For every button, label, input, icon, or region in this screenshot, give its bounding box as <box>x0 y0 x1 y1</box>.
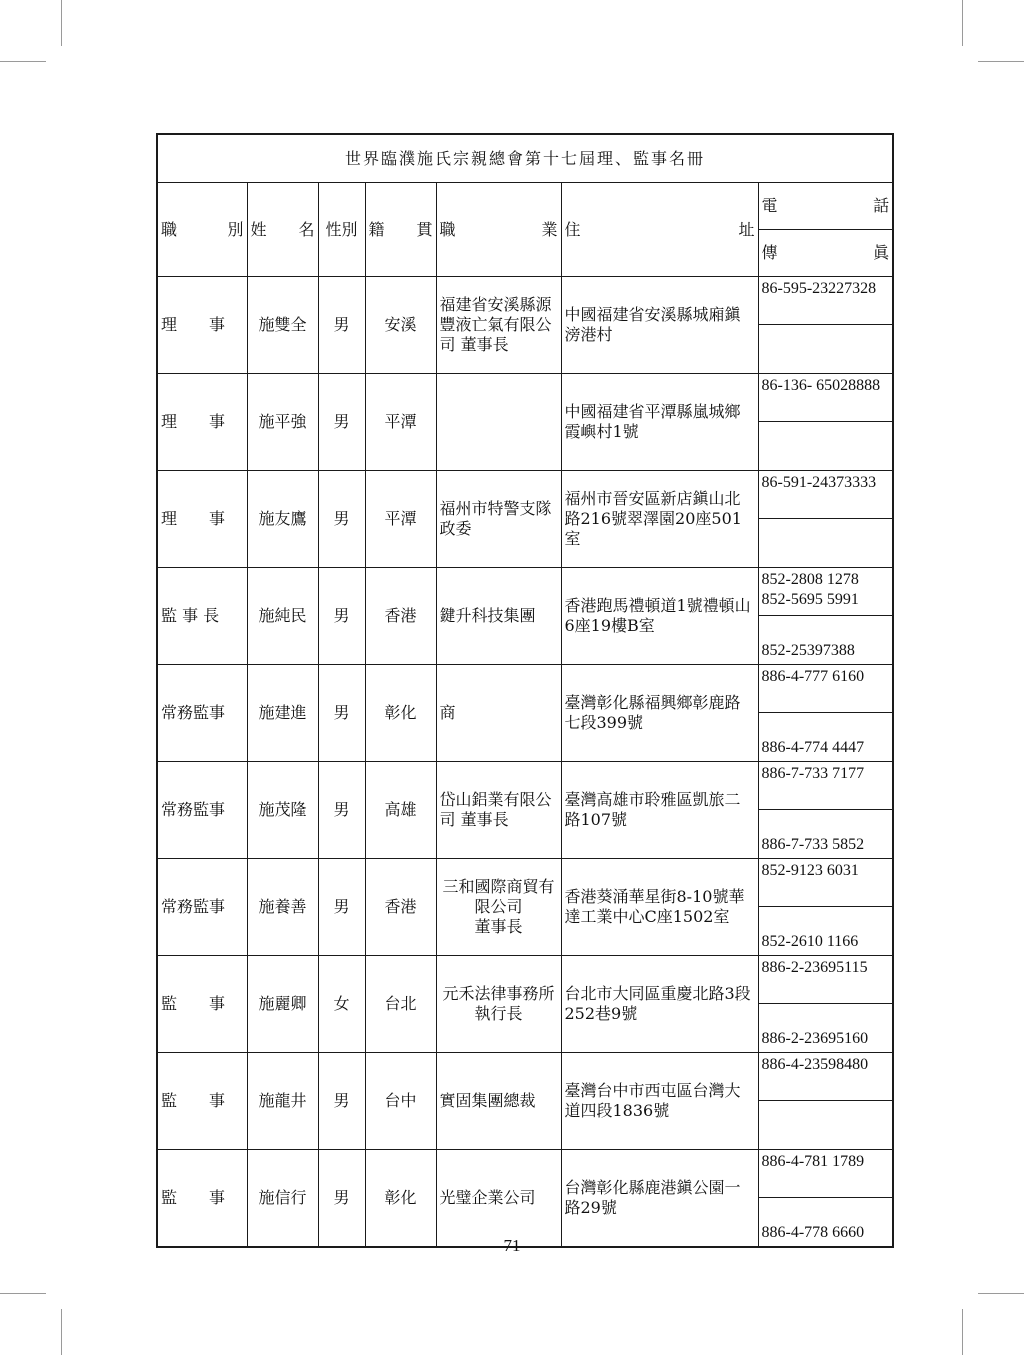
member-fax <box>758 422 893 471</box>
member-address: 臺灣高雄市聆雅區凱旅二 路107號 <box>561 762 758 859</box>
member-fax: 852-2610 1166 <box>758 907 893 956</box>
member-name: 施龍井 <box>247 1053 318 1150</box>
member-role: 監 事 <box>157 1053 247 1150</box>
member-occupation: 三和國際商貿有限公司 董事長 <box>436 859 561 956</box>
member-name: 施茂隆 <box>247 762 318 859</box>
member-gender: 女 <box>318 956 365 1053</box>
header-address: 住 址 <box>561 183 758 277</box>
member-name: 施麗卿 <box>247 956 318 1053</box>
member-name: 施信行 <box>247 1150 318 1248</box>
table-row <box>157 859 893 907</box>
member-phone: 86-595-23227328 <box>758 277 893 325</box>
member-occupation: 實固集團總裁 <box>436 1053 561 1150</box>
member-fax <box>758 1101 893 1150</box>
crop-mark <box>978 61 1024 62</box>
header-occupation: 職 業 <box>436 183 561 277</box>
member-origin: 彰化 <box>365 1150 436 1248</box>
member-role: 常務監事 <box>157 665 247 762</box>
member-gender: 男 <box>318 859 365 956</box>
member-name: 施養善 <box>247 859 318 956</box>
member-address: 臺灣彰化縣福興鄉彰鹿路七段399號 <box>561 665 758 762</box>
member-fax: 886-7-733 5852 <box>758 810 893 859</box>
member-origin: 安溪 <box>365 277 436 374</box>
member-name: 施友鷹 <box>247 471 318 568</box>
member-phone: 886-4-777 6160 <box>758 665 893 713</box>
member-occupation: 福建省安溪縣源豐液亡氣有限公司 董事長 <box>436 277 561 374</box>
member-phone: 852-9123 6031 <box>758 859 893 907</box>
header-origin: 籍 貫 <box>365 183 436 277</box>
member-gender: 男 <box>318 1053 365 1150</box>
crop-mark <box>0 61 46 62</box>
crop-mark <box>978 1293 1024 1294</box>
member-gender: 男 <box>318 471 365 568</box>
member-occupation: 商 <box>436 665 561 762</box>
member-fax: 852-25397388 <box>758 616 893 665</box>
member-phone: 86-591-24373333 <box>758 471 893 519</box>
member-origin: 台北 <box>365 956 436 1053</box>
member-gender: 男 <box>318 568 365 665</box>
member-occupation: 鍵升科技集團 <box>436 568 561 665</box>
member-address: 中國福建省平潭縣嵐城鄉霞嶼村1號 <box>561 374 758 471</box>
crop-mark <box>962 0 963 46</box>
member-gender: 男 <box>318 277 365 374</box>
member-phone: 886-4-23598480 <box>758 1053 893 1101</box>
table-row <box>157 374 893 422</box>
member-address: 香港跑馬禮頓道1號禮頓山6座19樓B室 <box>561 568 758 665</box>
crop-mark <box>61 0 62 46</box>
member-fax: 886-4-774 4447 <box>758 713 893 762</box>
member-origin: 平潭 <box>365 374 436 471</box>
member-gender: 男 <box>318 1150 365 1248</box>
member-gender: 男 <box>318 374 365 471</box>
member-phone: 86-136- 65028888 <box>758 374 893 422</box>
member-occupation: 福州市特警支隊政委 <box>436 471 561 568</box>
member-address: 台灣彰化縣鹿港鎭公園一路29號 <box>561 1150 758 1248</box>
member-origin: 香港 <box>365 859 436 956</box>
header-role: 職 別 <box>157 183 247 277</box>
member-occupation: 元禾法律事務所 執行長 <box>436 956 561 1053</box>
member-phone: 886-7-733 7177 <box>758 762 893 810</box>
table-row <box>157 762 893 810</box>
member-name: 施純民 <box>247 568 318 665</box>
member-name: 施雙全 <box>247 277 318 374</box>
member-name: 施建進 <box>247 665 318 762</box>
member-role: 理 事 <box>157 277 247 374</box>
page-number: 71 <box>503 1236 521 1255</box>
member-address: 中國福建省安溪縣城廂鎭滂港村 <box>561 277 758 374</box>
header-name: 姓 名 <box>247 183 318 277</box>
member-address: 香港葵涌華星街8-10號華達工業中心C座1502室 <box>561 859 758 956</box>
table-row <box>157 568 893 616</box>
header-fax: 傳 眞 <box>758 230 893 277</box>
member-role: 監 事 <box>157 956 247 1053</box>
member-role: 監 事 <box>157 1150 247 1248</box>
member-fax: 886-4-778 6660 <box>758 1198 893 1248</box>
member-role: 理 事 <box>157 374 247 471</box>
member-occupation <box>436 374 561 471</box>
member-address: 臺灣台中市西屯區台灣大道四段1836號 <box>561 1053 758 1150</box>
member-gender: 男 <box>318 762 365 859</box>
member-role: 監 事 長 <box>157 568 247 665</box>
header-phone: 電 話 <box>758 183 893 230</box>
member-occupation: 岱山鋁業有限公司 董事長 <box>436 762 561 859</box>
table-row <box>157 277 893 325</box>
table-row <box>157 956 893 1004</box>
member-origin: 高雄 <box>365 762 436 859</box>
table-row <box>157 471 893 519</box>
member-fax <box>758 519 893 568</box>
member-role: 理 事 <box>157 471 247 568</box>
member-phone: 886-2-23695115 <box>758 956 893 1004</box>
member-occupation: 光璧企業公司 <box>436 1150 561 1248</box>
table-row <box>157 665 893 713</box>
document-title: 世界臨濮施氏宗親總會第十七屆理、監事名冊 <box>157 134 893 183</box>
member-phone: 886-4-781 1789 <box>758 1150 893 1198</box>
table-row <box>157 1053 893 1101</box>
member-roster-table <box>156 133 894 1248</box>
table-row <box>157 1150 893 1198</box>
member-role: 常務監事 <box>157 859 247 956</box>
crop-mark <box>61 1309 62 1355</box>
crop-mark <box>0 1293 46 1294</box>
member-origin: 平潭 <box>365 471 436 568</box>
member-origin: 彰化 <box>365 665 436 762</box>
member-role: 常務監事 <box>157 762 247 859</box>
member-gender: 男 <box>318 665 365 762</box>
member-origin: 香港 <box>365 568 436 665</box>
crop-mark <box>962 1309 963 1355</box>
member-fax: 886-2-23695160 <box>758 1004 893 1053</box>
member-phone: 852-2808 1278 852-5695 5991 <box>758 568 893 616</box>
member-origin: 台中 <box>365 1053 436 1150</box>
member-fax <box>758 325 893 374</box>
header-gender: 性別 <box>318 183 365 277</box>
member-address: 福州市晉安區新店鎭山北路216號翠澤園20座501室 <box>561 471 758 568</box>
member-name: 施平強 <box>247 374 318 471</box>
member-address: 台北市大同區重慶北路3段252巷9號 <box>561 956 758 1053</box>
